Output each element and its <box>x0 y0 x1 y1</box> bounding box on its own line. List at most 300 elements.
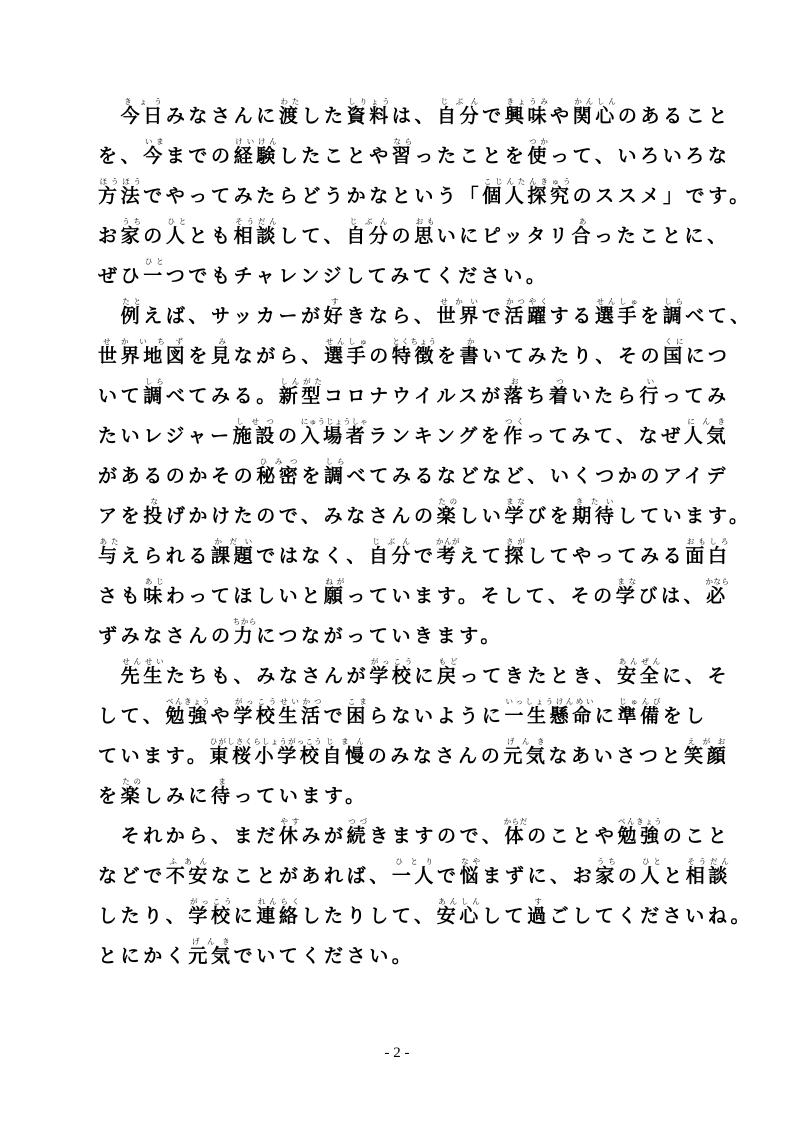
text-run: ランキングを <box>368 425 504 447</box>
text-line <box>98 576 730 616</box>
furigana: やす <box>278 817 302 826</box>
furigana: きょうみ <box>504 97 551 106</box>
ruby-word <box>233 217 279 247</box>
ruby-base: 課題 <box>211 545 257 567</box>
ruby-word <box>391 337 438 367</box>
furigana: ひみつ <box>256 457 302 466</box>
ruby-base: 関心 <box>572 105 618 127</box>
text-run: は、 <box>391 105 438 127</box>
ruby-word <box>324 337 370 367</box>
ruby-word <box>368 537 415 567</box>
ruby-word <box>391 137 415 167</box>
text-run: ち <box>526 385 549 407</box>
furigana: い <box>639 377 662 386</box>
text-run: っています。 <box>233 785 368 807</box>
ruby-word <box>459 337 483 367</box>
text-line <box>98 96 731 136</box>
furigana: からだ <box>503 817 528 826</box>
text-run: いたら <box>571 385 640 407</box>
ruby-base: 今日 <box>120 105 166 127</box>
furigana: ちから <box>232 617 257 626</box>
furigana: あじ <box>143 577 166 586</box>
ruby-word <box>120 217 144 247</box>
ruby-base: 家 <box>595 865 618 887</box>
ruby-word <box>503 817 528 847</box>
text-run: に、そ <box>662 665 731 687</box>
furigana: たの <box>120 777 144 786</box>
furigana: ひとり <box>391 857 438 866</box>
ruby-base: 不安 <box>165 865 212 887</box>
ruby-base: 相談 <box>233 225 279 247</box>
text-run: を <box>188 345 212 367</box>
ruby-base: 渡 <box>278 105 302 127</box>
text-run: ったことに、 <box>594 225 730 247</box>
text-line <box>98 456 730 496</box>
furigana: もど <box>437 657 460 666</box>
ruby-base: 待 <box>211 785 234 807</box>
ruby-word <box>504 697 595 727</box>
text-run: べてみるなどなど、いくつかのアイデ <box>346 465 730 487</box>
ruby-base: 安心 <box>436 905 482 927</box>
ruby-base: 今 <box>143 145 166 167</box>
text-run: でやってみたらどうかなという「 <box>143 185 483 207</box>
furigana: がっこうせいかつ <box>233 697 324 706</box>
text-run: しい <box>459 505 505 527</box>
ruby-base: 見 <box>211 345 234 367</box>
ruby-word <box>435 537 460 567</box>
furigana: ひと <box>143 257 166 266</box>
text-run: ぜひ <box>98 265 144 287</box>
furigana: じぶん <box>368 537 415 546</box>
furigana: たと <box>120 297 144 306</box>
furigana: げんき <box>503 737 549 746</box>
text-line <box>98 736 730 776</box>
text-run: で <box>481 305 505 327</box>
furigana: げんき <box>188 937 234 946</box>
text-line <box>98 416 730 456</box>
text-line <box>98 856 731 896</box>
ruby-word <box>346 217 392 247</box>
text-run: なことがあれば、 <box>211 865 392 887</box>
text-run: コロナウイルスが <box>324 385 504 407</box>
ruby-word <box>436 897 482 927</box>
ruby-base: 調 <box>662 305 686 327</box>
ruby-base: 特徴 <box>391 345 438 367</box>
ruby-base: 自分 <box>346 225 392 247</box>
ruby-word <box>324 457 347 487</box>
ruby-word <box>503 737 549 767</box>
text-run: しています。 <box>617 505 752 527</box>
ruby-base: 調 <box>143 385 166 407</box>
ruby-base: 資料 <box>346 105 392 127</box>
ruby-word <box>323 577 347 607</box>
ruby-word <box>211 777 234 807</box>
ruby-word <box>98 537 121 567</box>
ruby-word <box>663 337 686 367</box>
ruby-word <box>369 657 415 687</box>
furigana: とくちょう <box>391 337 438 346</box>
ruby-word <box>278 817 302 847</box>
ruby-word <box>414 217 437 247</box>
ruby-word <box>437 97 483 127</box>
text-run: でいてください。 <box>233 945 415 967</box>
furigana: そうだん <box>685 857 731 866</box>
ruby-base: 休 <box>278 825 302 847</box>
text-line <box>98 776 710 816</box>
ruby-base: 人 <box>640 865 664 887</box>
text-run: ってみて、なぜ <box>526 425 684 447</box>
ruby-word <box>143 257 166 287</box>
furigana: かんが <box>435 537 460 546</box>
furigana: か <box>459 337 483 346</box>
text-line <box>98 536 731 576</box>
ruby-word <box>233 697 324 727</box>
ruby-base: 過 <box>527 905 550 927</box>
furigana: べんきょう <box>165 697 211 706</box>
furigana: じぶん <box>437 97 483 106</box>
ruby-word <box>685 537 731 567</box>
furigana: おもしろ <box>685 537 731 546</box>
ruby-base: 悩 <box>459 865 483 887</box>
text-line <box>98 896 754 936</box>
furigana: じまん <box>322 737 368 746</box>
ruby-base: 行 <box>639 385 662 407</box>
furigana: がっこう <box>369 657 415 666</box>
ruby-base: 書 <box>459 345 483 367</box>
text-run: した <box>301 105 347 127</box>
text-run: って、いろいろな <box>550 145 731 167</box>
ruby-base: 困 <box>346 705 369 727</box>
furigana: ひと <box>640 857 664 866</box>
ruby-word <box>527 137 551 167</box>
text-line <box>98 936 710 976</box>
text-run: を <box>301 465 325 487</box>
text-run: らないように <box>368 705 505 727</box>
ruby-base: 勉強 <box>165 705 211 727</box>
ruby-word <box>232 617 257 647</box>
ruby-base: 自分 <box>368 545 415 567</box>
text-run: さも <box>98 585 144 607</box>
text-run: で <box>482 105 505 127</box>
text-run: ながら、 <box>233 345 325 367</box>
ruby-base: 自分 <box>437 105 483 127</box>
ruby-base: 方法 <box>98 185 144 207</box>
ruby-base: 先生 <box>120 665 166 687</box>
furigana: お <box>503 377 527 386</box>
ruby-word <box>482 177 573 207</box>
furigana: れんらく <box>256 897 302 906</box>
furigana: ひがしさくらしょうがっこう <box>209 737 323 746</box>
furigana: まな <box>615 577 639 586</box>
furigana: せんしゅ <box>324 337 370 346</box>
ruby-word <box>595 857 618 887</box>
ruby-base: 落 <box>503 385 527 407</box>
text-run: に <box>414 665 438 687</box>
ruby-word <box>120 97 166 127</box>
ruby-base: 人 <box>165 225 189 247</box>
ruby-word <box>120 297 144 327</box>
ruby-word <box>504 497 528 527</box>
furigana: つか <box>527 137 551 146</box>
ruby-word <box>209 737 323 767</box>
ruby-word <box>391 857 438 887</box>
furigana: いま <box>143 137 166 146</box>
text-run: ってみ <box>661 385 730 407</box>
ruby-word <box>685 857 731 887</box>
text-run: と <box>663 865 686 887</box>
furigana: なら <box>391 137 415 146</box>
text-run: を <box>640 305 663 327</box>
ruby-word <box>640 857 664 887</box>
text-run: それから、まだ <box>98 825 279 847</box>
text-run: のあること <box>617 105 731 127</box>
ruby-base: 体 <box>503 825 528 847</box>
ruby-word <box>617 697 663 727</box>
furigana: あんぜん <box>617 657 663 666</box>
furigana: けいけん <box>233 137 279 146</box>
text-line <box>98 256 710 296</box>
ruby-base: 願 <box>323 585 347 607</box>
ruby-base: 選手 <box>324 345 370 367</box>
ruby-base: 一人 <box>391 865 438 887</box>
ruby-word <box>120 657 166 687</box>
text-run: に <box>594 705 618 727</box>
ruby-base: 世界 <box>436 305 482 327</box>
furigana: こじんたんきゅう <box>482 177 573 186</box>
ruby-base: 面白 <box>685 545 731 567</box>
text-run: げかけたので、みなさんの <box>165 505 437 527</box>
ruby-word <box>527 897 550 927</box>
text-run: の <box>391 225 415 247</box>
furigana: じゅんび <box>617 697 663 706</box>
ruby-word <box>548 377 572 407</box>
text-run: のことや <box>527 825 618 847</box>
ruby-base: 笑顔 <box>684 745 730 767</box>
ruby-base: 戻 <box>437 665 460 687</box>
ruby-base: 連絡 <box>256 905 302 927</box>
ruby-word <box>615 577 639 607</box>
text-run: ています。 <box>98 745 210 767</box>
ruby-base: 家 <box>120 225 144 247</box>
text-run: ごしてくださいね。 <box>549 905 754 927</box>
furigana: そうだん <box>233 217 279 226</box>
ruby-word <box>98 337 189 367</box>
ruby-word <box>504 537 528 567</box>
text-run: ではなく、 <box>256 545 369 567</box>
furigana: ほうほう <box>98 177 144 186</box>
furigana: まな <box>504 497 528 506</box>
ruby-word <box>346 97 392 127</box>
furigana: ひと <box>165 217 189 226</box>
ruby-word <box>256 897 302 927</box>
ruby-base: 与 <box>98 545 121 567</box>
ruby-word <box>143 377 166 407</box>
furigana: あんしん <box>436 897 482 906</box>
furigana: つく <box>503 417 526 426</box>
furigana: しりょう <box>346 97 392 106</box>
text-run: みなさんに <box>165 105 279 127</box>
text-line <box>98 616 710 656</box>
ruby-base: 着 <box>548 385 572 407</box>
text-run: を <box>98 785 121 807</box>
text-run: の <box>143 225 166 247</box>
ruby-base: 習 <box>391 145 415 167</box>
text-line <box>98 816 731 856</box>
ruby-word <box>436 497 460 527</box>
ruby-base: 楽 <box>436 505 460 527</box>
furigana: つ <box>548 377 572 386</box>
page-number: - 2 - <box>384 1045 410 1061</box>
ruby-word <box>120 777 144 807</box>
text-run: つでもチャレンジしてみてください。 <box>165 265 549 287</box>
furigana: くに <box>663 337 686 346</box>
ruby-word <box>98 177 144 207</box>
text-run: を、 <box>98 145 144 167</box>
text-line <box>98 216 730 256</box>
ruby-word <box>278 377 325 407</box>
ruby-base: 勉強 <box>617 825 663 847</box>
ruby-base: 施設 <box>232 425 278 447</box>
ruby-base: 学校生活 <box>233 705 324 727</box>
ruby-base: 力 <box>232 625 257 647</box>
ruby-base: 経験 <box>233 145 279 167</box>
furigana: いっしょうけんめい <box>504 697 595 706</box>
ruby-word <box>188 897 234 927</box>
text-line <box>98 336 731 376</box>
text-line <box>98 696 710 736</box>
ruby-base: 国 <box>663 345 686 367</box>
text-run: っています。そして、その <box>346 585 616 607</box>
text-run: したことや <box>278 145 392 167</box>
ruby-base: 東桜小学校 <box>209 745 323 767</box>
text-run: えられる <box>120 545 212 567</box>
text-line <box>98 496 752 536</box>
text-run <box>98 105 121 127</box>
ruby-word <box>323 297 347 327</box>
furigana: せんしゅ <box>594 297 641 306</box>
ruby-word <box>639 377 662 407</box>
text-run: を <box>437 345 460 367</box>
text-run: のススメ」です。 <box>572 185 752 207</box>
ruby-word <box>322 737 368 767</box>
ruby-word <box>594 297 641 327</box>
furigana: おも <box>414 217 437 226</box>
ruby-base: 味 <box>143 585 166 607</box>
text-run: して、 <box>98 705 166 727</box>
text-run: ったことを <box>414 145 528 167</box>
ruby-word <box>256 457 302 487</box>
furigana: つづ <box>346 817 370 826</box>
furigana: じぶん <box>346 217 392 226</box>
furigana: えがお <box>684 737 730 746</box>
ruby-base: 準備 <box>617 705 663 727</box>
text-run: があるのかその <box>98 465 257 487</box>
furigana: あた <box>98 537 121 546</box>
ruby-base: 一 <box>143 265 166 287</box>
text-run: びは、 <box>638 585 707 607</box>
text-run: のみなさんの <box>367 745 504 767</box>
ruby-base: 調 <box>324 465 347 487</box>
ruby-base: 元気 <box>503 745 549 767</box>
text-line <box>98 176 752 216</box>
ruby-base: 投 <box>143 505 166 527</box>
text-line <box>98 136 731 176</box>
text-run: して <box>481 905 528 927</box>
ruby-word <box>143 137 166 167</box>
furigana: しら <box>143 377 166 386</box>
ruby-word <box>572 497 618 527</box>
ruby-word <box>165 697 211 727</box>
ruby-base: 活躍 <box>504 305 550 327</box>
ruby-base: 一生懸命 <box>504 705 595 727</box>
text-run: したりして、 <box>301 905 437 927</box>
ruby-base: 探 <box>504 545 528 567</box>
ruby-word <box>617 817 663 847</box>
text-run: たちも、みなさんが <box>165 665 370 687</box>
ruby-word <box>684 737 730 767</box>
furigana: かだい <box>211 537 257 546</box>
ruby-word <box>683 417 730 447</box>
ruby-base: 合 <box>571 225 595 247</box>
ruby-base: 相談 <box>685 865 731 887</box>
ruby-base: 世界地図 <box>98 345 189 367</box>
text-run: や <box>550 105 573 127</box>
furigana: わた <box>278 97 302 106</box>
ruby-word <box>572 97 618 127</box>
ruby-word <box>233 137 279 167</box>
ruby-base: 期待 <box>572 505 618 527</box>
text-run: ずみなさんの <box>98 625 234 647</box>
text-run <box>98 305 121 327</box>
ruby-word <box>705 577 730 607</box>
furigana: にゅうじょうしゃ <box>300 417 369 426</box>
text-run: のこと <box>662 825 731 847</box>
text-run: しみに <box>143 785 212 807</box>
furigana: しら <box>662 297 686 306</box>
text-run: とにかく <box>98 945 189 967</box>
text-run: とも <box>188 225 234 247</box>
text-run: えば、サッカーが <box>143 305 324 327</box>
text-run: に <box>233 905 257 927</box>
furigana: きょう <box>120 97 166 106</box>
ruby-base: 続 <box>346 825 370 847</box>
text-line <box>98 376 730 416</box>
text-run: お <box>98 225 121 247</box>
text-run: の <box>617 865 641 887</box>
text-run: アを <box>98 505 144 527</box>
text-run: たいレジャー <box>98 425 233 447</box>
furigana: せかいちず <box>98 337 189 346</box>
letter-body <box>98 96 754 976</box>
furigana: うち <box>120 217 144 226</box>
ruby-word <box>459 857 483 887</box>
text-run: につ <box>685 345 731 367</box>
ruby-word <box>571 217 595 247</box>
text-run: して、 <box>278 225 347 247</box>
furigana: しせつ <box>232 417 278 426</box>
ruby-word <box>165 857 212 887</box>
furigana: べんきょう <box>617 817 663 826</box>
text-run: びを <box>527 505 573 527</box>
furigana: こま <box>346 697 369 706</box>
ruby-base: 学 <box>504 505 528 527</box>
ruby-base: 入場者 <box>300 425 369 447</box>
ruby-word <box>662 297 686 327</box>
text-run: で <box>414 545 437 567</box>
text-run: する <box>549 305 595 327</box>
furigana: たの <box>436 497 460 506</box>
ruby-word <box>188 937 234 967</box>
